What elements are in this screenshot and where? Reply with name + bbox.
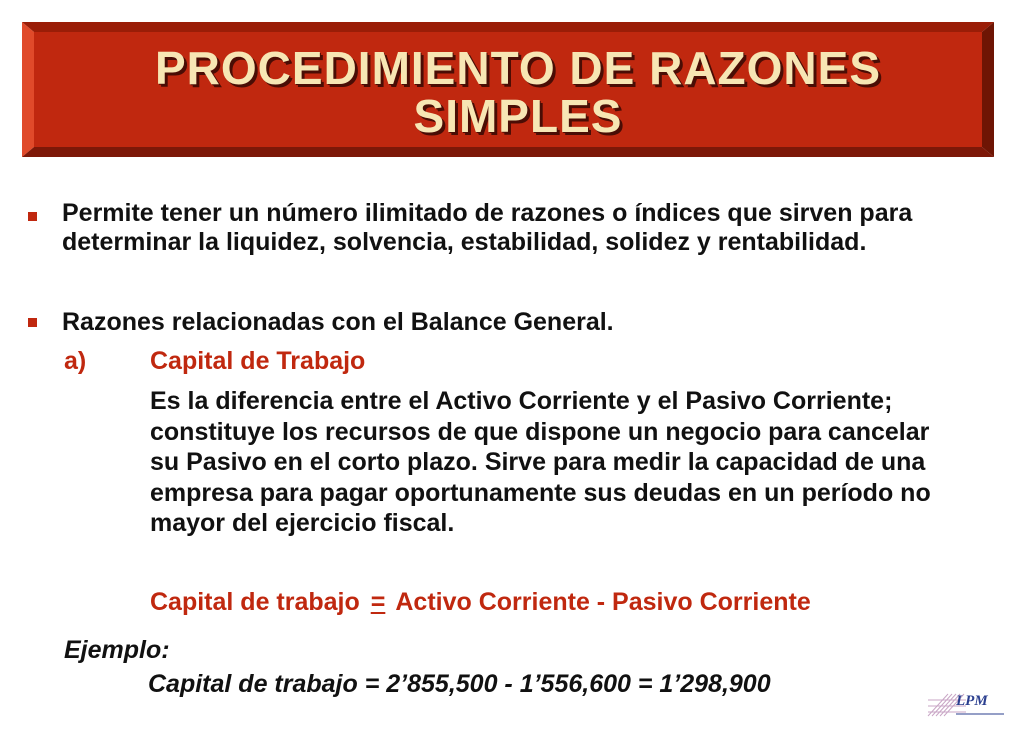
formula <box>150 588 811 617</box>
bullet-text-2: Razones relacionadas con el Balance General. <box>62 308 614 336</box>
company-logo <box>926 690 1006 720</box>
example-label: Ejemplo: <box>64 636 170 664</box>
formula-equals: = <box>370 588 386 616</box>
example-calculation: Capital de trabajo = 2’855,500 - 1’556,600 = 1’298,900 <box>148 670 771 698</box>
section-title: Capital de Trabajo <box>150 347 366 375</box>
bullet-square-icon <box>28 318 37 327</box>
formula-right: Activo Corriente - Pasivo Corriente <box>395 588 811 616</box>
section-marker: a) <box>64 347 87 375</box>
formula-left: Capital de trabajo <box>150 588 360 616</box>
page-title-line-1: PROCEDIMIENTO DE RAZONES <box>155 42 881 94</box>
page-title-line-2: SIMPLES <box>413 90 623 142</box>
page-title <box>42 44 994 140</box>
bullet-text-1: Permite tener un número ilimitado de razones o índices que sirven para determinar la liquidez, solvencia, estabilidad, solidez y rentabilidad. <box>62 199 913 256</box>
bullet-square-icon <box>28 212 37 221</box>
logo-text: LPM <box>956 693 988 709</box>
section-paragraph: Es la diferencia entre el Activo Corriente y el Pasivo Corriente; constituye los recursos de que dispone un negocio para cancelar su Pasivo en el corto plazo. Sirve para medir la capacidad de una empresa para pagar oportunamente sus deudas en un período no mayor del ejercicio fiscal. <box>150 387 931 537</box>
title-banner <box>22 22 994 157</box>
